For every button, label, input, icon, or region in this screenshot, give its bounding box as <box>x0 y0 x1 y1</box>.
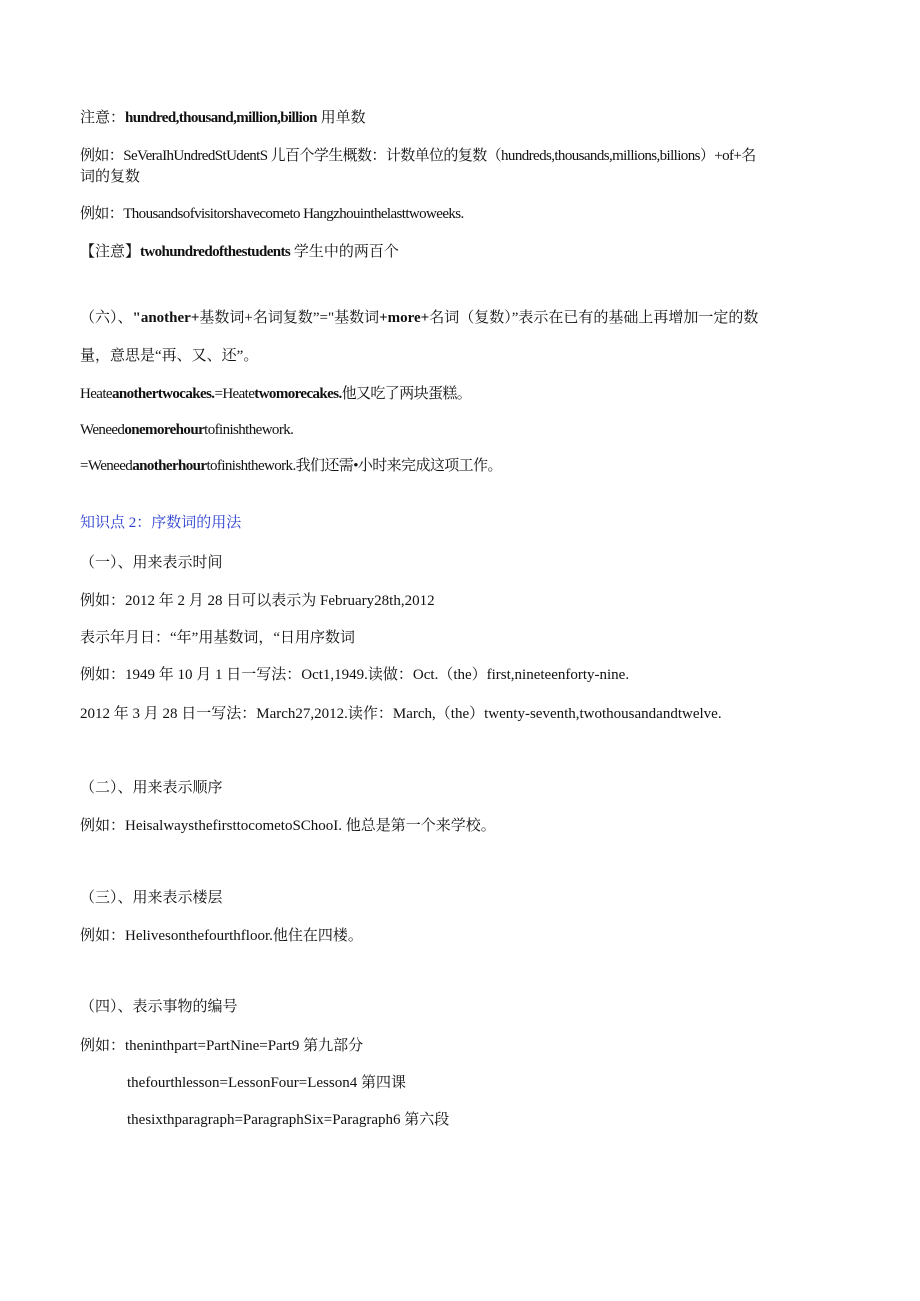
section6-number: （六）、 <box>80 310 133 326</box>
example-plural-line2: 词的复数 <box>80 169 141 185</box>
section6-another: "another+ <box>132 310 200 326</box>
knowledge-point-2-title: 知识点 2：序数词的用法 <box>80 515 242 531</box>
sent1-b: anothertwocakes. <box>111 386 215 402</box>
sent3-a: =Weneed <box>80 458 133 474</box>
note-bold-terms: hundred,thousand,million,billion <box>125 110 317 126</box>
sent3-c: tofinishthework.我们还需•小时来完成这项工作。 <box>206 458 502 474</box>
note-singular-units <box>80 108 366 128</box>
sent1-c: =Heate <box>214 386 255 402</box>
section-six-line1 <box>80 308 758 328</box>
section6-rest: 名词（复数）”表示在已有的基础上再增加一定的数 <box>429 310 759 326</box>
s1-example2: 表示年月日：“年”用基数词，“日用序数词 <box>80 630 355 646</box>
note2-bold: twohundredofthestudents <box>140 244 291 260</box>
s3-heading: （三）、用来表示楼层 <box>80 890 223 906</box>
section-six-line2: 量，意思是“再、又、还”。 <box>80 348 259 364</box>
sent1-e: 他又吃了两块蛋糕。 <box>341 386 472 402</box>
sentence-another-hour <box>80 456 502 476</box>
sent2-c: tofinishthework. <box>204 422 294 438</box>
s3-example: 例如：Helivesonthefourthfloor.他住在四楼。 <box>80 928 363 944</box>
s4-heading: （四）、表示事物的编号 <box>80 999 238 1015</box>
example-plural-line1: 例如：SeVeraIhUndredStUdentS 儿百个学生概数：计数单位的复数（hundreds,thousands,millions,billions）+of+名 <box>80 148 756 164</box>
note-prefix: 注意： <box>80 110 126 126</box>
section6-mid: 基数词+名词复数”="基数词 <box>199 310 380 326</box>
sentence-cakes <box>80 384 471 404</box>
s4-example2: thefourthlesson=LessonFour=Lesson4 第四课 <box>127 1075 406 1091</box>
sent3-b: anotherhour <box>132 458 207 474</box>
section6-more: +more+ <box>379 310 430 326</box>
note-suffix: 用单数 <box>316 110 366 126</box>
note2-prefix: 【注意】 <box>80 244 141 260</box>
s4-example3: thesixthparagraph=ParagraphSix=Paragraph6 第六段 <box>127 1112 450 1128</box>
s1-heading: （一）、用来表示时间 <box>80 555 223 571</box>
sent2-a: Weneed <box>80 422 125 438</box>
sentence-one-more-hour <box>80 420 293 440</box>
sent1-d: twomorecakes. <box>254 386 342 402</box>
note2-suffix: 学生中的两百个 <box>290 244 399 260</box>
s2-heading: （二）、用来表示顺序 <box>80 780 223 796</box>
s4-example1: 例如：theninthpart=PartNine=Part9 第九部分 <box>80 1038 364 1054</box>
s1-example4: 2012 年 3 月 28 日一写法：March27,2012.读作：March,（the）twenty-seventh,twothousandandtwelve. <box>80 706 722 722</box>
sent2-b: onemorehour <box>124 422 205 438</box>
s1-example1: 例如：2012 年 2 月 28 日可以表示为 February28th,2012 <box>80 593 435 609</box>
note-two-hundred <box>80 242 399 262</box>
sent1-a: Heate <box>80 386 112 402</box>
s2-example: 例如：HeisalwaysthefirsttocometoSChooI. 他总是第一个来学校。 <box>80 818 496 834</box>
example-thousands: 例如：Thousandsofvisitorshavecometo Hangzhouinthelasttwoweeks. <box>80 206 464 222</box>
s1-example3: 例如：1949 年 10 月 1 日一写法：Oct1,1949.读做：Oct.（the）first,nineteenforty-nine. <box>80 667 630 683</box>
